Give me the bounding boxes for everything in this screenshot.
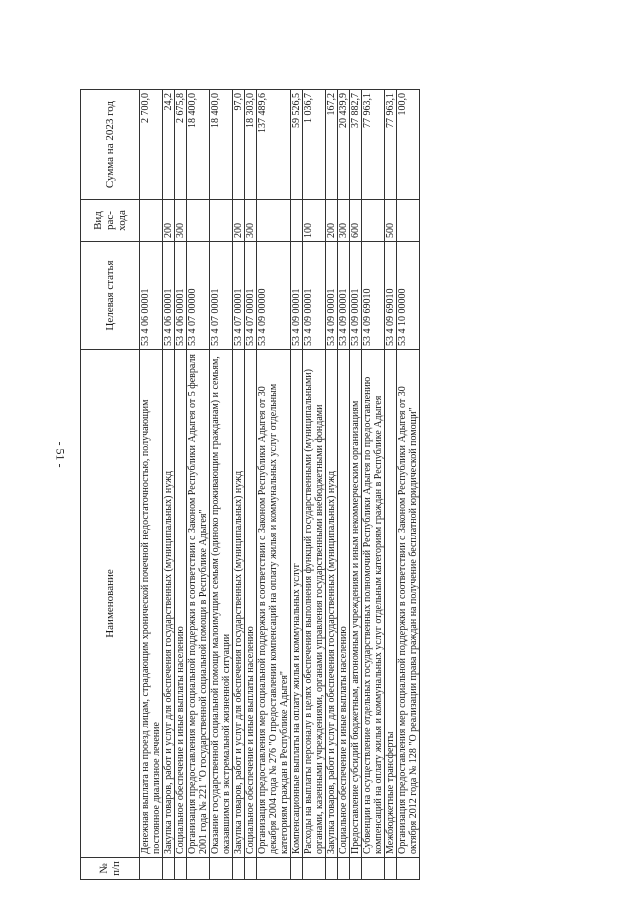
row-name: Субвенции на осуществление отдельных государственных полномочий Республики Адыгея по предоставлению компенсаций на оплату жилья и коммунальных услуг отдельным категориям граждан в Республике Адыгея: [362, 350, 385, 858]
row-code: 53 4 07 00000: [187, 242, 210, 350]
row-code: 53 4 09 69010: [362, 242, 385, 350]
row-index: [350, 858, 362, 880]
row-vid: 300: [175, 200, 187, 242]
row-code: 53 4 09 00001: [291, 242, 303, 350]
table-row: [175, 90, 187, 880]
header-vid: Вид рас- хода: [81, 200, 140, 242]
header-name: Наименование: [81, 350, 140, 858]
row-name: Организация предоставления мер социальной поддержки в соответствии с Законом Республики Адыгея от 5 февраля 2001 года № 221 "О государственной социальной помощи в Республике Адыгея": [187, 350, 210, 858]
row-name: Закупка товаров, работ и услуг для обеспечения государственных (муниципальных) нужд: [233, 350, 245, 858]
row-sum: 18 400,0: [187, 90, 210, 200]
row-index: [245, 858, 257, 880]
table-row: [187, 90, 210, 880]
row-sum: 37 882,7: [350, 90, 362, 200]
row-code: 53 4 10 00000: [397, 242, 420, 350]
row-code: 53 4 06 00001: [163, 242, 175, 350]
row-name: Компенсационные выплаты на оплату жилья и коммунальных услуг: [291, 350, 303, 858]
table-row: [233, 90, 245, 880]
row-name: Оказание государственной социальной помощи малоимущим семьям (одиноко проживающим гражданам) и семьям, оказавшимся в экстремальной жизненной ситуации: [210, 350, 233, 858]
row-name: Организация предоставления мер социальной поддержки в соответствии с Законом Республики Адыгея от 30 октября 2012 года № 128 "О реализации права граждан на получение бесплатной юридической помощи": [397, 350, 420, 858]
row-index: [291, 858, 303, 880]
header-index: № п/п: [81, 858, 140, 880]
table-row: [397, 90, 420, 880]
header-code: Целевая статья: [81, 242, 140, 350]
page-number: - 51 -: [53, 441, 68, 468]
row-vid: 300: [338, 200, 350, 242]
row-index: [233, 858, 245, 880]
row-index: [397, 858, 420, 880]
row-index: [326, 858, 338, 880]
rotated-table-container: [80, 90, 555, 880]
row-sum: 18 303,0: [245, 90, 257, 200]
table-body: [140, 90, 420, 880]
row-code: 53 4 09 00001: [326, 242, 338, 350]
row-vid: 200: [163, 200, 175, 242]
table-row: [326, 90, 338, 880]
row-index: [257, 858, 291, 880]
row-code: 53 4 06 00001: [175, 242, 187, 350]
row-sum: 2 675,8: [175, 90, 187, 200]
row-code: 53 4 07 00001: [233, 242, 245, 350]
row-name: Закупка товаров, работ и услуг для обеспечения государственных (муниципальных) нужд: [163, 350, 175, 858]
row-code: 53 4 09 00000: [257, 242, 291, 350]
row-name: Социальное обеспечение и иные выплаты населению: [245, 350, 257, 858]
table-row: [245, 90, 257, 880]
row-sum: 2 700,0: [140, 90, 163, 200]
row-index: [187, 858, 210, 880]
row-vid: [187, 200, 210, 242]
row-vid: 100: [303, 200, 326, 242]
row-sum: 167,2: [326, 90, 338, 200]
row-sum: 18 400,0: [210, 90, 233, 200]
table-row: [338, 90, 350, 880]
row-index: [210, 858, 233, 880]
row-vid: [140, 200, 163, 242]
table-row: [163, 90, 175, 880]
row-sum: 20 439,9: [338, 90, 350, 200]
row-code: 53 4 09 00001: [303, 242, 326, 350]
row-index: [303, 858, 326, 880]
row-vid: 200: [326, 200, 338, 242]
row-vid: 300: [245, 200, 257, 242]
row-sum: 97,0: [233, 90, 245, 200]
row-name: Социальное обеспечение и иные выплаты населению: [175, 350, 187, 858]
table-row: [350, 90, 362, 880]
table-row: [257, 90, 291, 880]
table-row: [140, 90, 163, 880]
row-vid: 200: [233, 200, 245, 242]
row-vid: 600: [350, 200, 362, 242]
row-index: [140, 858, 163, 880]
table-row: [291, 90, 303, 880]
row-name: Предоставление субсидий бюджетным, автономным учреждениям и иным некоммерческим организациям: [350, 350, 362, 858]
row-sum: 1 036,7: [303, 90, 326, 200]
header-sum: Сумма на 2023 год: [81, 90, 140, 200]
row-sum: 77 963,1: [362, 90, 385, 200]
row-name: Организация предоставления мер социальной поддержки в соответствии с Законом Республики Адыгея от 30 декабря 2004 года № 276 "О предоставлении компенсаций на оплату жилья и коммунальных услуг отдельным категориям граждан в Республике Адыгея": [257, 350, 291, 858]
row-sum: 137 489,6: [257, 90, 291, 200]
row-code: 53 4 07 00001: [245, 242, 257, 350]
row-name: Расходы на выплаты персоналу в целях обеспечения выполнения функций государственными (муниципальными) органами, казенными учреждениями, органами управления государственными внебюджетными фондами: [303, 350, 326, 858]
row-code: 53 4 06 00001: [140, 242, 163, 350]
table-header-row: [81, 90, 140, 880]
row-sum: 77 963,1: [385, 90, 397, 200]
budget-table: [80, 89, 420, 880]
row-index: [362, 858, 385, 880]
row-vid: [362, 200, 385, 242]
row-vid: [397, 200, 420, 242]
table-row: [385, 90, 397, 880]
row-name: Межбюджетные трансферты: [385, 350, 397, 858]
row-vid: [257, 200, 291, 242]
row-vid: [210, 200, 233, 242]
table-row: [362, 90, 385, 880]
row-code: 53 4 09 00001: [338, 242, 350, 350]
row-vid: 500: [385, 200, 397, 242]
row-index: [175, 858, 187, 880]
row-code: 53 4 07 00001: [210, 242, 233, 350]
row-name: Социальное обеспечение и иные выплаты населению: [338, 350, 350, 858]
row-sum: 24,2: [163, 90, 175, 200]
table-row: [303, 90, 326, 880]
row-name: Закупка товаров, работ и услуг для обеспечения государственных (муниципальных) нужд: [326, 350, 338, 858]
row-sum: 100,0: [397, 90, 420, 200]
row-sum: 59 526,5: [291, 90, 303, 200]
row-name: Денежная выплата на проезд лицам, страдающим хронической почечной недостаточностью, получающим постоянное диализное лечение: [140, 350, 163, 858]
row-code: 53 4 09 69010: [385, 242, 397, 350]
table-row: [210, 90, 233, 880]
row-vid: [291, 200, 303, 242]
row-index: [338, 858, 350, 880]
row-index: [385, 858, 397, 880]
row-index: [163, 858, 175, 880]
row-code: 53 4 09 00001: [350, 242, 362, 350]
